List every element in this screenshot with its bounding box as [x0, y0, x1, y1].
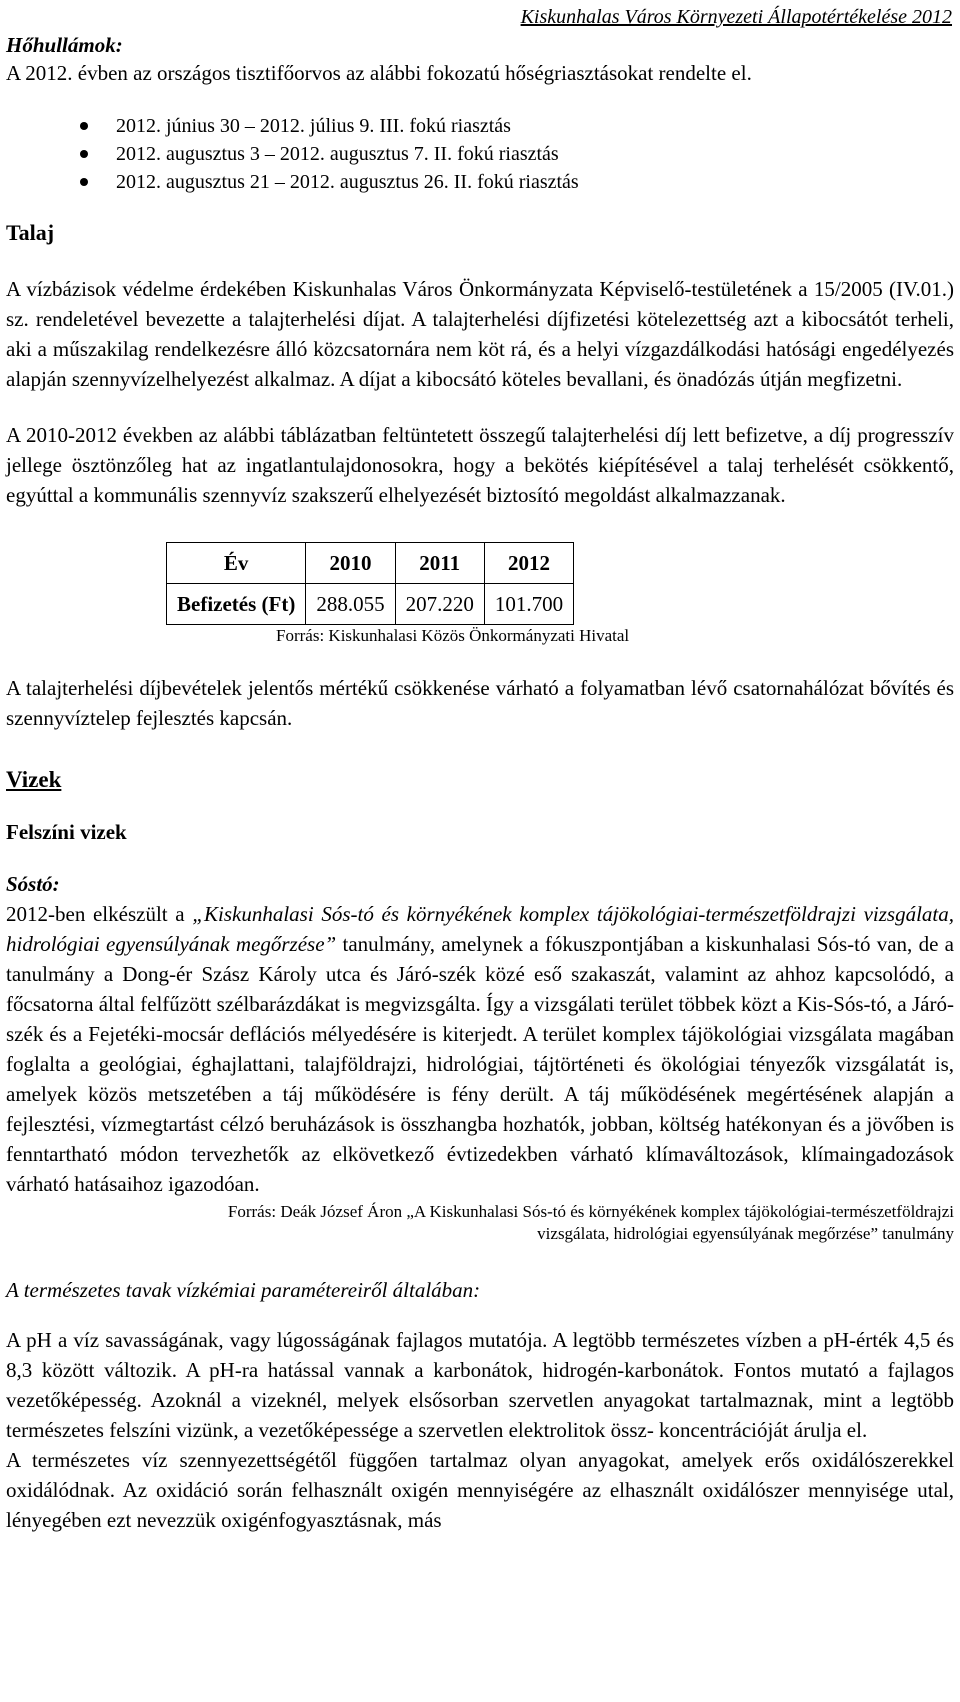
params-paragraph-2: A természetes víz szennyezettségétől függően tartalmaz olyan anyagokat, amelyek erős oxidálószerekkel oxidálódnak. Az oxidáció során felhasznált oxigén mennyiségére az elhasznált oxidálószer mennyisége utal, lényegében ezt nevezzük oxigénfogyasztásnak, más [6, 1448, 954, 1532]
bullet-icon [80, 178, 88, 186]
table-cell: 207.220 [395, 584, 484, 625]
document-page [6, 0, 954, 1535]
soil-title: Talaj [6, 220, 55, 245]
table-source: Forrás: Kiskunhalasi Közös Önkormányzati Hivatal [276, 626, 630, 645]
table-row [167, 543, 574, 584]
surface-water-title: Felszíni vizek [6, 820, 127, 844]
list-item: 2012. augusztus 21 – 2012. augusztus 26. II. fokú riasztás [80, 168, 954, 196]
water-title: Vizek [6, 767, 62, 792]
heatwave-alert-list [6, 112, 954, 196]
table-header-cell: 2010 [306, 543, 395, 584]
table-header-cell: 2012 [484, 543, 573, 584]
soil-paragraph-2: A 2010-2012 években az alábbi táblázatban feltüntetett összegű talajterhelési díj lett befizetve, a díj progresszív jellege ösztönzőleg hat az ingatlantulajdonosokra, hogy a bekötés kiépítésével a talaj terhelését csökkentő, egyúttal a kommunális szennyvíz szakszerű elhelyezését biztosító megoldást alkalmazzanak. [6, 423, 954, 507]
heatwave-title: Hőhullámok: [6, 33, 123, 57]
sosto-source: Forrás: Deák József Áron „A Kiskunhalasi Sós-tó és környékének komplex tájökológiai-természetföldrajzi vizsgálata, hidrológiai egyensúlyának megőrzése” tanulmány [227, 1202, 954, 1243]
table-header-cell: Év [167, 543, 306, 584]
sosto-title: Sóstó: [6, 872, 60, 896]
sosto-paragraph: 2012-ben elkészült a „Kiskunhalasi Sós-tó és környékének komplex tájökológiai-természetföldrajzi vizsgálata, hidrológiai egyensúlyának megőrzése” tanulmány, amelynek a fókuszpontjában a kiskunhalasi Sós-tó van, de a tanulmány a Dong-ér Szász Károly utca és Járó-szék közé eső szakaszát, valamint az ahhoz kapcsolódó, a főcsatorna által felfűzött szélbarázdákat is megvizsgálta. Így a vizsgálati terület többek közt a Kis-Sós-tó, a Járó-szék és a Fejetéki-mocsár deflációs mélyedésére is kiterjedt. A terület komplex tájökológiai vizsgálata magában foglalta a geológiai, éghajlattani, talajföldrajzi, hidrológiai, tájtörténeti és ökológiai tényezők vizsgálatát is, amelyek közös metszetében a táj működésére is fény derült. A táj működésének megértésének alapján a fejlesztési, vízmegtartást célzó beruházások is összhangba hozhatók, jobban, költség hatékonyan és a jövőben is fenntartható módon tervezhetők az elkövetkező évtizedekben várható klímaváltozások, klímaingadozások várható hatásaihoz igazodóan. [6, 902, 955, 1196]
table-cell: 288.055 [306, 584, 395, 625]
bullet-icon [80, 150, 88, 158]
table-cell: 101.700 [484, 584, 573, 625]
page-header: Kiskunhalas Város Környezeti Állapotértékelése 2012 [520, 6, 952, 28]
study-title: „Kiskunhalasi Sós-tó és környékének komplex tájökológiai-természetföldrajzi vizsgálata, hidrológiai egyensúlyának megőrzése” [6, 902, 954, 956]
soil-paragraph-3: A talajterhelési díjbevételek jelentős mértékű csökkenése várható a folyamatban lévő csatornahálózat bővítés és szennyvíztelep fejlesztés kapcsán. [6, 676, 954, 730]
soil-paragraph-1: A vízbázisok védelme érdekében Kiskunhalas Város Önkormányzata Képviselő-testületének a 15/2005 (IV.01.) sz. rendeletével bevezette a talajterhelési díjat. A talajterhelési díjfizetési kötelezettség azt a kibocsátót terheli, aki a műszakilag rendelkezésre álló közcsatornára nem köt rá, és a helyi vízgazdálkodási hatósági engedélyezés alapján szennyvízelhelyezést alkalmaz. A díjat a kibocsátó köteles bevallani, és önadózás útján megfizetni. [6, 277, 954, 391]
fee-table [166, 542, 574, 625]
list-item: 2012. augusztus 3 – 2012. augusztus 7. II. fokú riasztás [80, 140, 954, 168]
params-title: A természetes tavak vízkémiai paramétereiről általában: [6, 1278, 481, 1302]
params-paragraph-1: A pH a víz savasságának, vagy lúgosságának fajlagos mutatója. A legtöbb természetes vízben a pH-érték 4,5 és 8,3 között változik. A pH-ra hatással vannak a karbonátok, hidrogén-karbonátok. Fontos mutató a fajlagos vezetőképesség. Azoknál a vizeknél, melyek elsősorban szervetlen anyagokat tartalmaznak, mint a legtöbb természetes felszíni vizünk, a vezetőképessége a szervetlen elektrolitok össz- koncentrációját árulja el. [6, 1328, 954, 1442]
bullet-icon [80, 122, 88, 130]
list-item: 2012. június 30 – 2012. július 9. III. fokú riasztás [80, 112, 954, 140]
heatwave-intro: A 2012. évben az országos tisztifőorvos az alábbi fokozatú hőségriasztásokat rendelte el. [6, 61, 752, 85]
table-header-cell: 2011 [395, 543, 484, 584]
table-row [167, 584, 574, 625]
table-row-label: Befizetés (Ft) [167, 584, 306, 625]
